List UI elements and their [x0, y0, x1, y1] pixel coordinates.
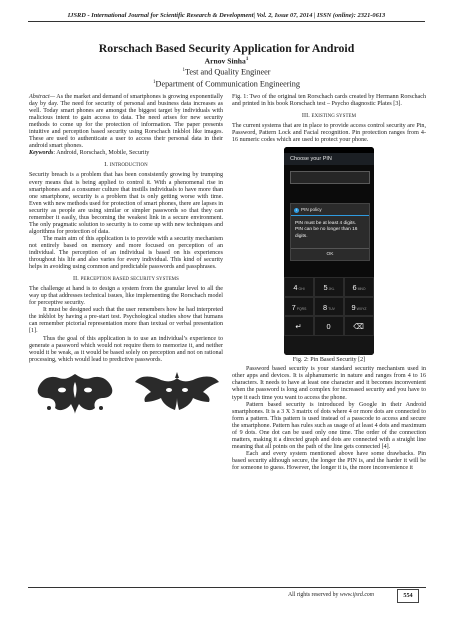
- keywords-label: Keywords: [29, 150, 54, 157]
- perception-paragraph-2: It must be designed such that the user remembers how he had interpreted the inkblot by having a pre-start test. Psychological studies show that humans can remember pictorial representation more than textual or verbal presentation [1].: [29, 307, 223, 335]
- page-number: 554: [397, 589, 419, 603]
- section-title: PERCEPTION BASED SECURITY SYSTEMS: [80, 277, 179, 283]
- affiliation-department: Department of Communication Engineering: [155, 79, 300, 89]
- affiliation-mark-1: 1: [182, 68, 185, 74]
- author-line: [28, 55, 425, 66]
- title-block: [28, 42, 425, 90]
- pin-policy-dialog: [290, 203, 370, 261]
- section-heading-introduction: [29, 162, 223, 169]
- abstract-label: Abstract—: [29, 94, 56, 100]
- figure-1-caption: Fig. 1: Two of the original ten Rorschach cards created by Hermann Rorschach and printed in his book Rorschach test – Psycho diagnostic Plates [3].: [232, 94, 426, 108]
- section-heading-existing: [232, 113, 426, 120]
- dialog-title-bar: [291, 204, 369, 216]
- section-title: INTRODUCTION: [109, 163, 148, 169]
- abstract-text: As the market and demand of smartphones is growing exponentially day by day. The need for security of personal and business data increases as well. Today smart phones are amongst the biggest target by individuals with malicious intent to gain access to data. The need arises for new security methods to come up for the protection of information. The paper presents intuitive and perception based security using Rorschach inkblot like images. These are used to authenticate a user to access their personal data in their android smart phones.: [29, 94, 223, 150]
- author-name: Arnov Sinha: [204, 56, 246, 66]
- affiliation-line-1: [28, 66, 425, 78]
- perception-paragraph-3: Thus the goal of this application is to use an individual’s experience to generate a password which would not require them to memorize it, and neither would it be weak, as it would be based solely on perception and not on rational processing, which would lead to predictive passwords.: [29, 335, 223, 363]
- key-0[interactable]: 0: [314, 316, 344, 336]
- header-rule: [28, 21, 425, 22]
- backspace-key-icon[interactable]: ⌫: [344, 316, 374, 336]
- footer-rule: [28, 587, 426, 588]
- key-8[interactable]: 8TUV: [314, 297, 344, 317]
- figure-2-caption: Fig. 2: Pin Based Security [2]: [292, 357, 366, 364]
- abstract: [29, 94, 223, 150]
- enter-key-icon[interactable]: ↵: [284, 316, 314, 336]
- figure-1-inkblots: [29, 368, 223, 418]
- author-mark: 1: [245, 57, 249, 62]
- inkblot-card-1: [29, 368, 121, 418]
- affiliation-mark-2: 1: [153, 79, 156, 85]
- journal-header: IJSRD - International Journal for Scientific Research & Development| Vol. 2, Issue 07, 2014 | ISSN (online): 2321-0613: [67, 12, 386, 19]
- key-5[interactable]: 5JKL: [314, 277, 344, 297]
- inkblot-card-2: [131, 368, 223, 418]
- section-number: II.: [73, 276, 79, 283]
- pin-input[interactable]: [290, 171, 370, 184]
- left-column: [29, 94, 223, 420]
- figure-2-pin-screenshot: [284, 147, 374, 355]
- affiliation-line-2: [28, 78, 425, 90]
- section-heading-perception: [29, 276, 223, 283]
- section-number: I.: [104, 162, 108, 169]
- section-title: EXISTING SYSTEM: [311, 114, 357, 120]
- keywords: [29, 150, 223, 157]
- pin-screen-title: Choose your PIN: [284, 153, 374, 165]
- existing-paragraph-3: Pattern based security is introduced by Google in their Android smartphones. It is a 3 X 3 matrix of dots where 4 or more dots are connected to form a pattern. This pattern is used instead of a passcode to access and secure the smartphone. Pattern has rules such as usage of at least 4 dots and maximum of 9 dots. One dot can be used only one time. The order of the connection matters, making it a directed graph and dots are connected with a straight line meaning that all points on the path of the line gets connected [4].: [232, 401, 426, 450]
- intro-paragraph-1: Security breach is a problem that has been consistently growing by trumping every means that is being applied to control it. With a phenomenal rise in smartphones and a consumer culture that instills individuals to have more than one smartphone, security is a problem that is only getting worse with time. Even with new methods used for protection of smart phones, there are lapses in security as people are using similar or simpler passwords so that they can remember it easily, thus becoming the weakest link in a secure environment. The only pragmatic solution to security is to come up with new techniques and algorithms for protection of data.: [29, 172, 223, 235]
- right-column: [232, 94, 426, 472]
- ok-button[interactable]: OK: [291, 248, 369, 260]
- dialog-title: PIN policy: [301, 207, 322, 213]
- existing-paragraph-1: The current systems that are in place to provide access control security are Pin, Password, Pattern Lock and Facial recognition. Pin protection ranges from 4-16 numeric codes which are used to protect your phone.: [232, 123, 426, 144]
- info-icon: i: [294, 208, 299, 213]
- affiliation-title: Test and Quality Engineer: [184, 67, 271, 77]
- key-9[interactable]: 9WXYZ: [344, 297, 374, 317]
- key-6[interactable]: 6MNO: [344, 277, 374, 297]
- key-4[interactable]: 4GHI: [284, 277, 314, 297]
- perception-paragraph-1: The challenge at hand is to design a system from the granular level to all the way up that addresses technical issues, like implementing the Rorschach model for perceptive security.: [29, 286, 223, 307]
- keywords-text: : Android, Rorschach, Mobile, Security: [53, 150, 150, 157]
- section-number: III.: [301, 113, 310, 120]
- numeric-keypad: [284, 277, 374, 355]
- footer-rights-text: All rights reserved by: [288, 592, 340, 598]
- footer-site-link[interactable]: www.ijsrd.com: [339, 592, 374, 598]
- intro-paragraph-2: The main aim of this application is to provide with a security mechanism not entirely based on memory and more focused on perception of an individual. The perception of an individual is based on his experiences throughout his life and also varies for every individual. This kind of security helps in avoiding using common and predictable passwords and passphrases.: [29, 235, 223, 271]
- existing-paragraph-2: Password based security is your standard security mechanism used in other apps and devices. It is alphanumeric in nature and ranges from 4 to 16 characters. It needs to have at least one character and it becomes inconvenient when the password is long and complex for increased security and you have to type it each time you want to access the phone.: [232, 366, 426, 401]
- key-7[interactable]: 7PQRS: [284, 297, 314, 317]
- footer-rights: [288, 592, 374, 598]
- existing-paragraph-4: Each and every system mentioned above have some drawbacks. Pin based security although secure, the longer the PIN is, and the harder it will be for someone to guess. However, the longer it is, the more inconvenience it: [232, 450, 426, 471]
- paper-title: Rorschach Based Security Application for Android: [98, 41, 355, 55]
- dialog-message: PIN must be at least 4 digits. PIN can be no longer than 16 digits.: [295, 221, 358, 239]
